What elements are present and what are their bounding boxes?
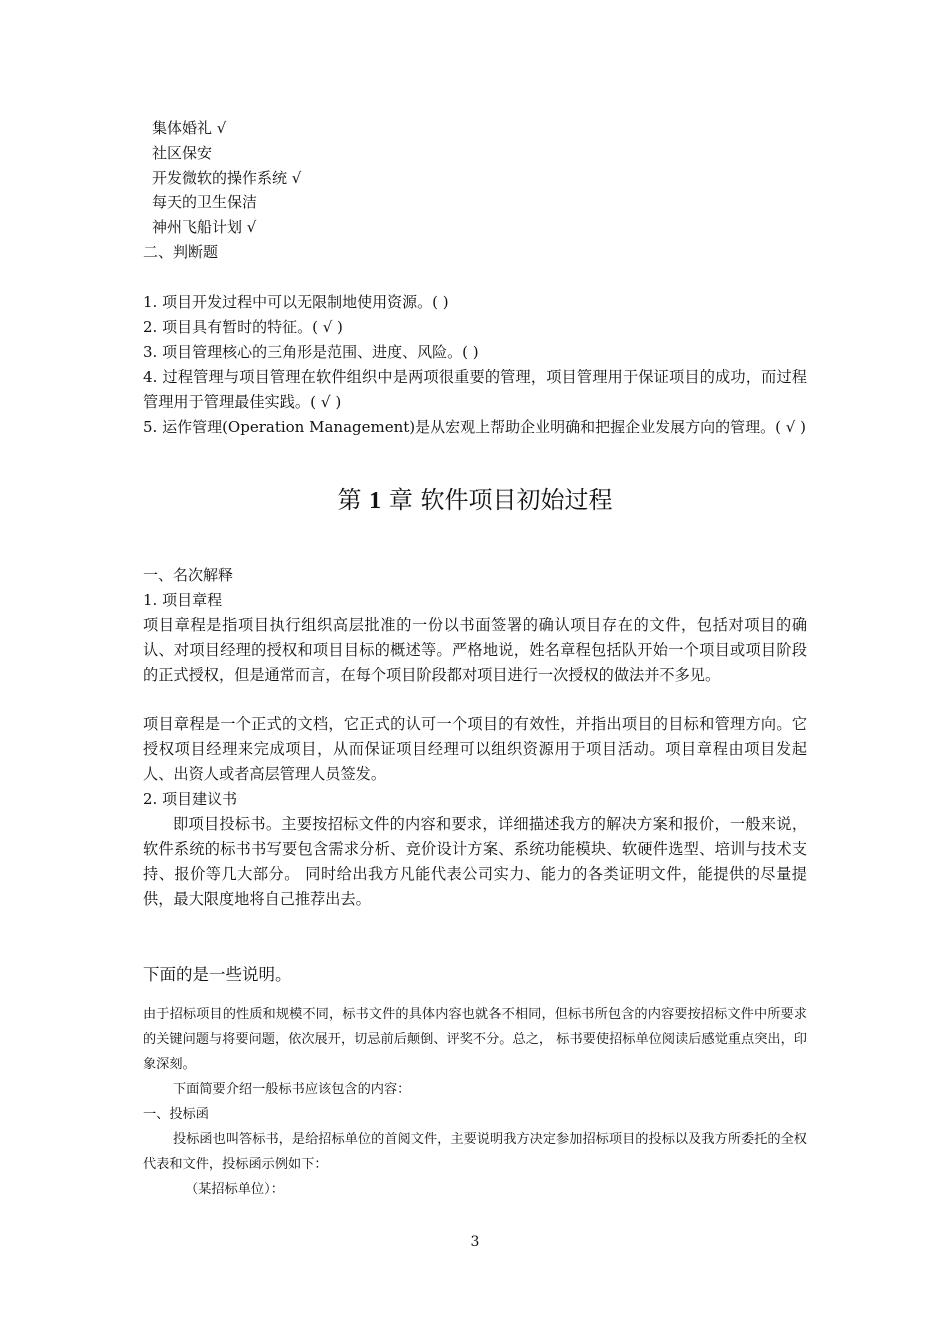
- note-section-heading: 一、投标函: [143, 1107, 209, 1122]
- term-heading: 1. 项目章程: [143, 591, 223, 609]
- judge-item: 2. 项目具有暂时的特征。( √ ): [143, 318, 343, 336]
- term-heading: 2. 项目建议书: [143, 790, 238, 808]
- paragraph: 即项目投标书。主要按招标文件的内容和要求，详细描述我方的解决方案和报价，一般来说，软件系统的标书书写要包含需求分析、竞价设计方案、系统功能模块、软硬件选型、培训与技术支持、报价等几大部分。 同时给出我方凡能代表公司实力、能力的各类证明文件，能提供的尽量提供，最大限度地将自己推荐出去。: [143, 815, 807, 908]
- paragraph: 项目章程是一个正式的文档，它正式的认可一个项目的有效性，并指出项目的目标和管理方向。它授权项目经理来完成项目，从而保证项目经理可以组织资源用于项目活动。项目章程由项目发起人、出资人或者高层管理人员签发。: [143, 715, 807, 783]
- note-paragraph: 由于招标项目的性质和规模不同，标书文件的具体内容也就各不相同，但标书所包含的内容要按招标文件中所要求的关键问题与将要问题，依次展开，切忌前后颠倒、评奖不分。总之， 标书要使招标单位阅读后感觉重点突出，印象深刻。: [143, 1007, 807, 1072]
- judge-item: 5. 运作管理(Operation Management)是从宏观上帮助企业明确和把握企业发展方向的管理。( √ ): [143, 418, 806, 436]
- note-paragraph: 投标函也叫答标书，是给招标单位的首阅文件，主要说明我方决定参加招标项目的投标以及我方所委托的全权代表和文件，投标函示例如下：: [143, 1132, 807, 1172]
- list-item: 社区保安: [152, 144, 213, 162]
- section-heading-judge: 二、判断题: [143, 243, 219, 261]
- page-number: 3: [470, 1234, 480, 1250]
- judge-item: 3. 项目管理核心的三角形是范围、进度、风险。( ): [143, 343, 479, 361]
- note-paragraph: （某招标单位）：: [185, 1182, 284, 1197]
- paragraph: 项目章程是指项目执行组织高层批准的一份以书面签署的确认项目存在的文件，包括对项目的确认、对项目经理的授权和项目目标的概述等。严格地说，姓名章程包括队开始一个项目或项目阶段的正式授权，但是通常而言，在每个项目阶段都对项目进行一次授权的做法并不多见。: [143, 616, 807, 684]
- list-item: 每天的卫生保洁: [152, 193, 258, 211]
- judge-item: 4. 过程管理与项目管理在软件组织中是两项很重要的管理，项目管理用于保证项目的成功，而过程管理用于管理最佳实践。( √ ): [143, 368, 807, 411]
- section-heading-terms: 一、名次解释: [143, 566, 234, 584]
- chapter-number: 1: [369, 488, 382, 514]
- list-item: 神州飞船计划 √: [152, 218, 257, 236]
- list-item: 开发微软的操作系统 √: [152, 169, 302, 187]
- note-paragraph: 下面简要介绍一般标书应该包含的内容：: [173, 1082, 411, 1097]
- chapter-suffix: 章 软件项目初始过程: [388, 486, 613, 514]
- list-item: 集体婚礼 √: [152, 119, 227, 137]
- chapter-title: [0, 483, 950, 518]
- chapter-prefix: 第: [337, 486, 362, 514]
- note-title: 下面的是一些说明。: [143, 965, 292, 984]
- judge-item: 1. 项目开发过程中可以无限制地使用资源。( ): [143, 293, 449, 311]
